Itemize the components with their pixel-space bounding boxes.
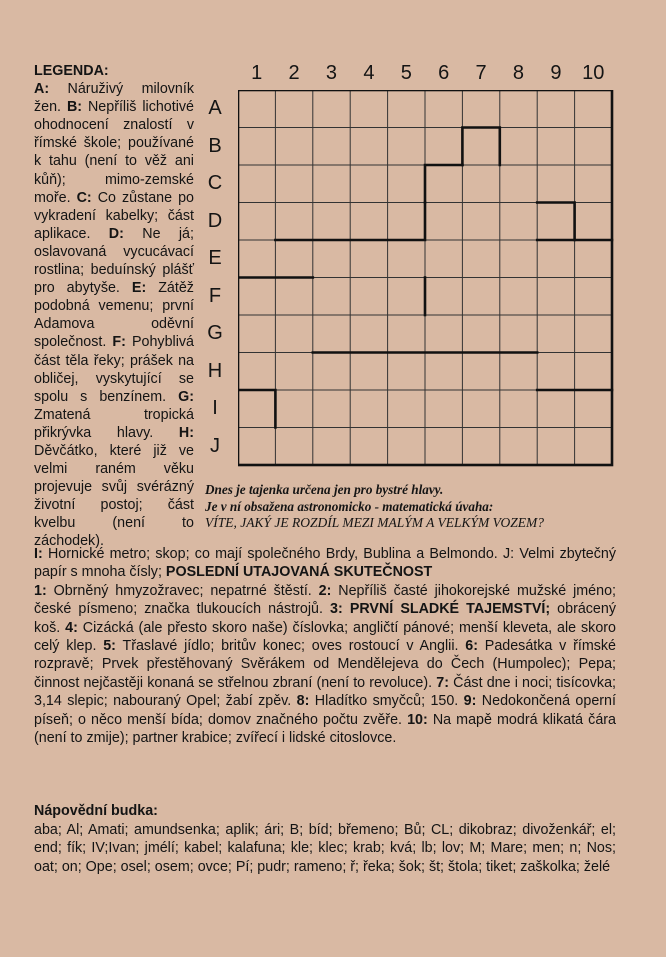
hint-box-title: Nápovědní budka: <box>34 803 158 819</box>
clue-text-d: Ne já; oslavovaná vycucávací rostlina; beduínský plášť pro abytyše. <box>34 225 194 297</box>
column-number: 3 <box>325 62 338 84</box>
legend-text <box>34 62 194 551</box>
column-number: 1 <box>251 62 263 84</box>
row-letter: E <box>208 247 222 269</box>
clue-label-d: D: <box>108 225 124 242</box>
clue-text-7: Část dne i noci; tisícovka; 3,14 slepic; nabouraný Opel; žabí zpěv. <box>34 674 616 710</box>
clue-text-8: Hladítko smyčců; 150. <box>314 693 459 710</box>
column-headers <box>238 62 618 90</box>
clue-label-8: 8: <box>296 693 310 710</box>
row-letter: B <box>208 134 222 157</box>
clue-label-2: 2: <box>318 582 332 599</box>
clue-text-b: Nepříliš lichotivé ohodnocení znalostí v římské škole; používané k tahu (není to věž ani kůň); mimo-zemské moře. <box>34 99 194 206</box>
clue-text-3: obrácený koš. <box>34 601 616 636</box>
clue-label-3: 3: <box>330 601 343 618</box>
clue-text-g: Zmatená tropická přikrývka hlavy. <box>34 406 194 441</box>
clue-text-6: Padesátka v římské rozpravě; Prvek přestěhovaný Svěrákem od Mendělejeva do Čech (Humpolec); Pepa; činnost nejčastěji konaná se střelnou zbraní (není to revoluce). <box>34 638 616 691</box>
column-number: 4 <box>363 62 375 84</box>
caption-question: VÍTE, JAKÝ JE ROZDÍL MEZI MALÝM A VELKÝM VOZEM? <box>205 515 544 530</box>
clue-label-a: A: <box>34 81 50 98</box>
column-number: 8 <box>512 62 525 84</box>
column-number: 2 <box>288 62 300 84</box>
row-letter: J <box>210 434 220 457</box>
column-number: 6 <box>438 62 450 84</box>
clue-secret-3: PRVNÍ SLADKÉ TAJEMSTVÍ; <box>349 601 551 618</box>
clue-label-6: 6: <box>465 638 478 655</box>
clues-continuation <box>34 545 616 747</box>
row-letter: D <box>207 209 223 232</box>
clue-text-a: Náruživý milovník žen. <box>34 81 194 116</box>
clue-secret-j: POSLEDNÍ UTAJOVANÁ SKUTEČNOST <box>165 564 433 581</box>
clue-label-e: E: <box>131 280 147 297</box>
clue-label-9: 9: <box>463 693 477 710</box>
crossword-grid[interactable] <box>238 90 614 470</box>
caption-line-2: Je v ní obsažena astronomicko - matematická úvaha: <box>205 498 494 514</box>
clue-label-b: B: <box>66 99 83 116</box>
column-number: 10 <box>582 62 605 84</box>
clue-label-7: 7: <box>436 674 449 691</box>
row-letter: A <box>208 97 222 119</box>
clue-label-f: F: <box>112 334 126 351</box>
clue-text-f: Pohyblivá část těla řeky; prášek na obličej, vyskytující se spolu s benzínem. <box>34 334 194 405</box>
clue-label-g: G: <box>178 388 194 405</box>
clue-text-c: Co zůstane po vykradení kabelky; část aplikace. <box>34 189 194 242</box>
clue-text-e: Zátěž podobná vemenu; první Adamova oděvní společnost. <box>34 280 194 351</box>
clue-text-2: Nepříliš časté jihokorejské mužské jméno; české písmeno; značka tlukoucích nástrojů. <box>34 582 616 618</box>
clue-text-j: Velmi zbytečný papír s mnoha čísly; <box>34 546 616 581</box>
clue-label-i: I: <box>34 546 43 562</box>
row-letter: I <box>212 397 218 419</box>
column-number: 5 <box>400 62 412 84</box>
hint-box-words: aba; Al; Amati; amundsenka; aplik; ári; B; bíd; břemeno; Bů; CL; dikobraz; divoženkář; el; end; fík; IV;Ivan; jmélí; kabel; kalafuna; kle; klec; krab; kvá; lb; lov; M; Mare; men; n; Nos; oat; on; Ope; osel; osem; ovce; Pí; pudr; rameno; ř; řeka; šok; št; štola; tiket; zaškolka; želé <box>34 822 616 875</box>
column-number: 7 <box>475 62 487 84</box>
clue-text-9: Nedokončená operní píseň; o něco menší bída; domov značného počtu zvěře. <box>34 693 616 728</box>
column-number: 9 <box>550 62 562 84</box>
legend-title: LEGENDA: <box>34 63 109 79</box>
clue-label-h: H: <box>178 424 194 441</box>
clue-label-10: 10: <box>407 711 428 728</box>
clue-label-4: 4: <box>65 619 78 636</box>
row-letter: H <box>207 359 223 382</box>
clue-label-j: J: <box>503 546 515 562</box>
caption-line-1: Dnes je tajenka určena jen pro bystré hlavy. <box>205 482 444 497</box>
clue-text-h: Děvčátko, které již ve velmi raném věku projevuje svůj svérázný životní postoj; část kvelbu (není to záchodek). <box>34 442 194 550</box>
row-letter: F <box>208 284 222 307</box>
clue-text-i: Hornické metro; skop; co mají společného Brdy, Bublina a Belmondo. <box>47 546 498 562</box>
clue-label-c: C: <box>76 189 92 206</box>
clue-label-5: 5: <box>103 638 116 655</box>
row-letter: C <box>207 172 223 194</box>
puzzle-caption <box>205 482 645 532</box>
clue-text-1: Obrněný hmyzožravec; nepatrné štěstí. <box>53 582 312 599</box>
row-letter: G <box>207 322 223 344</box>
clue-text-5: Třaslavé jídlo; britův konec; oves rostoucí v Anglii. <box>122 638 459 655</box>
clue-text-10: Na mapě modrá klikatá čára (není to zmije); partner krabice; zvířecí i lidské citoslovce. <box>34 711 616 747</box>
clue-label-1: 1: <box>34 582 47 599</box>
clue-text-4: Cizácká (ale přesto skoro naše) číslovka; angličtí pánové; menší kleveta, ale skoro celý klep. <box>34 619 616 655</box>
